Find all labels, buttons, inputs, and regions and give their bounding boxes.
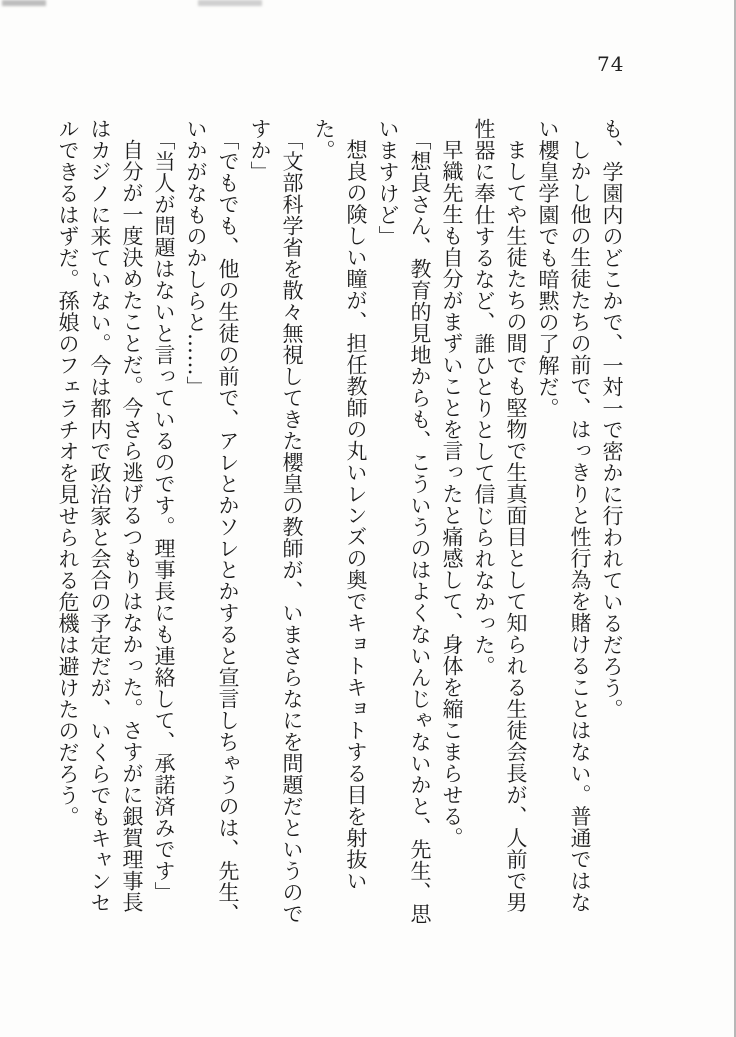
page-number: 74 [597, 52, 625, 76]
paragraph: 「でもでも、他の生徒の前で、アレとかソレとかすると宣言しちゃうのは、先生、いかがなものかしらと……」 [184, 118, 240, 924]
paragraph: 想良の険しい瞳が、担任教師の丸いレンズの奥でキョトキョトする目を射抜いた。 [312, 118, 368, 892]
scan-artifact-top-center [198, 0, 262, 6]
paragraph: 早織先生も自分がまずいことを言ったと痛感して、身体を縮こまらせる。 [440, 139, 464, 849]
paragraph: 自分が一度決めたことだ。今さら逃げるつもりはなかった。さすがに銀賀理事長はカジノに来ていない。今は都内で政治家と会合の予定だが、いくらでもキャンセルできるはずだ。孫娘のフェラチオを見せられる危機は避けたのだろう。 [56, 118, 144, 914]
paragraph: も、学園内のどこかで、一対一で密かに行われているだろう。 [600, 118, 624, 720]
paragraph: 「文部科学省を散々無視してきた櫻皇の教師が、いまさらなにを問題だというのですか」 [248, 118, 304, 924]
paragraph: しかし他の生徒たちの前で、はっきりと性行為を賭けることはない。普通ではない櫻皇学園でも暗黙の了解だ。 [536, 118, 592, 913]
paragraph: 「想良さん、教育的見地からも、こういうのはよくないんじゃないかと、先生、思いますけど」 [376, 118, 432, 924]
paragraph: ましてや生徒たちの間でも堅物で生真面目として知られる生徒会長が、人前で男性器に奉仕するなど、誰ひとりとして信じられなかった。 [472, 118, 528, 913]
scan-artifact-top-left [2, 0, 46, 6]
body-text [56, 118, 628, 930]
paragraph: 「当人が問題はないと言っているのです。理事長にも連絡して、承諾済みです」 [152, 128, 176, 903]
